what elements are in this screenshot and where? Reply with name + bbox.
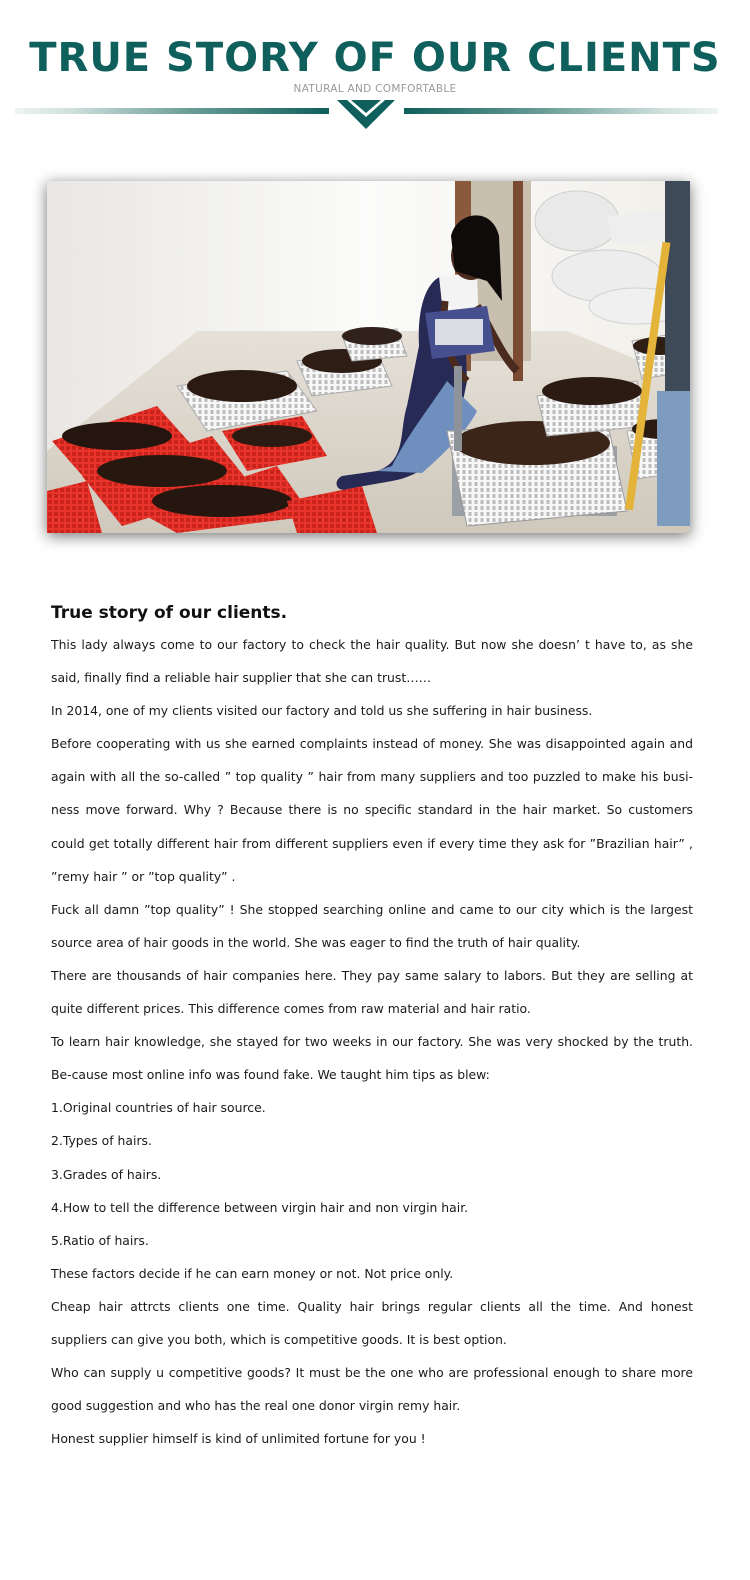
article <box>51 598 693 1455</box>
factory-photo-illustration <box>47 181 690 533</box>
door-frame <box>513 181 523 381</box>
list-item: 4.How to tell the difference between virgin hair and non virgin hair. <box>51 1199 469 1215</box>
page-subtitle: NATURAL AND COMFORTABLE <box>293 83 457 95</box>
article-heading: True story of our clients. <box>51 603 288 623</box>
article-paragraph: In 2014, one of my clients visited our factory and told us she suffering in hair business. <box>51 703 593 719</box>
article-paragraph: To learn hair knowledge, she stayed for two weeks in our factory. She was very shocked by the truth. Be-cause most online info was found fake. We taught him tips as blew: <box>51 1034 693 1083</box>
article-paragraph: Before cooperating with us she earned complaints instead of money. She was disappointed again and again with all the so-called ” top quality ” hair from many suppliers and too puzzled to make his busi-ness move forward. Why ? Because there is no specific standard in the hair market. So customers could get totally different hair from different suppliers even if every time they ask for ”Brazilian hair” , ”remy hair ” or ”top quality” . <box>51 736 693 884</box>
article-paragraph: This lady always come to our factory to check the hair quality. But now she doesn’ t have to, as she said, finally find a reliable hair supplier that she can trust…… <box>51 637 693 686</box>
list-item: 2.Types of hairs. <box>51 1133 152 1149</box>
list-item: 5.Ratio of hairs. <box>51 1232 149 1248</box>
article-paragraph: Who can supply u competitive goods? It must be the one who are professional enough to share more good suggestion and who has the real one donor virgin remy hair. <box>51 1365 693 1414</box>
page-header <box>0 0 750 140</box>
page-title: TRUE STORY OF OUR CLIENTS <box>29 35 721 81</box>
divider-line-right <box>404 108 718 114</box>
article-paragraph: These factors decide if he can earn money or not. Not price only. <box>51 1265 454 1281</box>
divider-line-left <box>15 108 329 114</box>
factory-photo <box>47 181 690 533</box>
list-item: 3.Grades of hairs. <box>51 1166 162 1182</box>
chevron-down-icon <box>337 100 395 130</box>
article-paragraph: Cheap hair attrcts clients one time. Quality hair brings regular clients all the time. And honest suppliers can give you both, which is competitive goods. It is best option. <box>51 1298 693 1347</box>
article-paragraph: There are thousands of hair companies here. They pay same salary to labors. But they are selling at quite different prices. This difference comes from raw material and hair ratio. <box>51 967 693 1017</box>
article-paragraph: Honest supplier himself is kind of unlimited fortune for you ! <box>51 1431 426 1447</box>
article-paragraph: Fuck all damn ”top quality” ! She stopped searching online and came to our city which is the largest source area of hair goods in the world. She was eager to find the truth of hair quality. <box>51 901 693 950</box>
sack <box>535 191 619 251</box>
list-item: 1.Original countries of hair source. <box>51 1100 266 1116</box>
